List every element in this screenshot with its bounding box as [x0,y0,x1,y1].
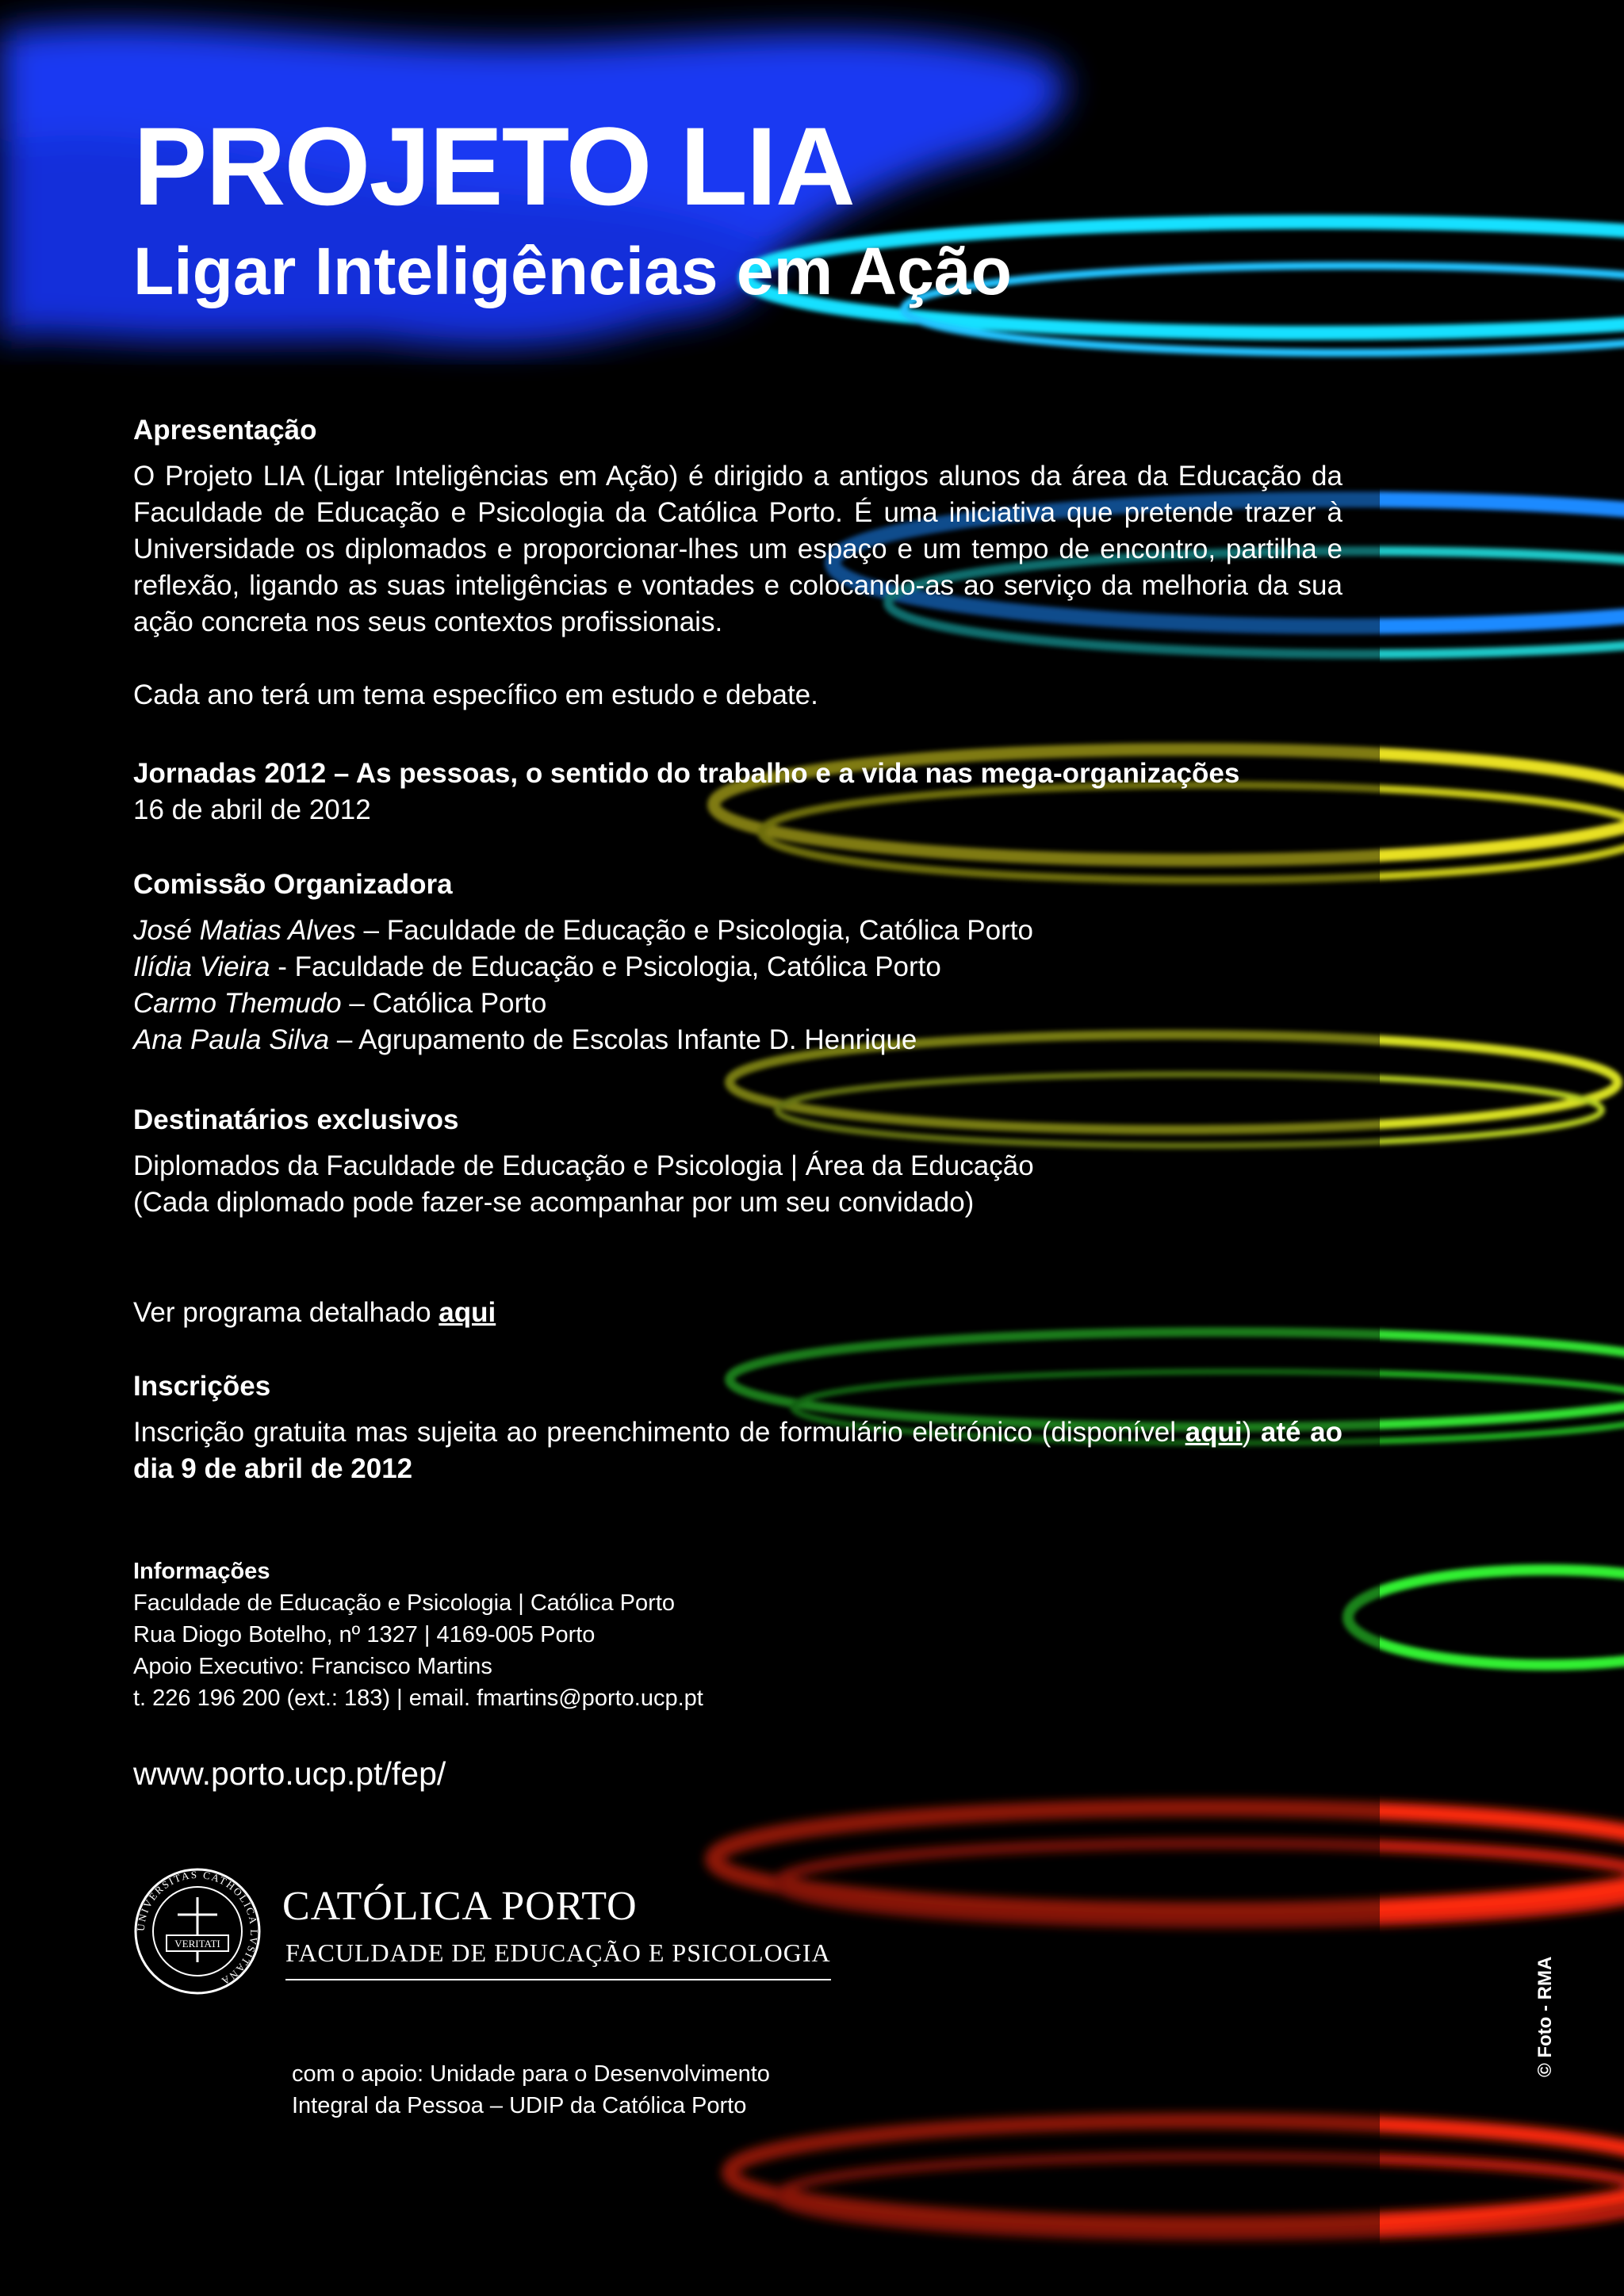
member-item: Carmo Themudo – Católica Porto [133,988,547,1019]
inscricoes-text: Inscrição gratuita mas sujeita ao preenchimento de formulário eletrónico (disponível aqui) até ao dia 9 de abril de 2012 [133,1417,1342,1484]
member-item: Ilídia Vieira - Faculdade de Educação e Psicologia, Católica Porto [133,951,941,982]
section-website [133,1754,1342,1793]
page-subtitle: Ligar Inteligências em Ação [133,234,1012,308]
apoio-line: com o apoio: Unidade para o Desenvolvimento [292,2061,770,2087]
photo-credit: © Foto - RMA [1534,1956,1556,2077]
destinatarios-line: Diplomados da Faculdade de Educação e Psicologia | Área da Educação [133,1150,1034,1181]
section-apresentacao [133,412,1342,714]
jornadas-date: 16 de abril de 2012 [133,794,371,825]
svg-text:UNIVERSITAS CATHOLICA LVSITANA: UNIVERSITAS CATHOLICA LVSITANA [134,1868,261,1988]
section-comissao [133,867,1342,1058]
page-title: PROJETO LIA [133,104,854,228]
destinatarios-heading: Destinatários exclusivos [133,1104,459,1135]
destinatarios-note: (Cada diplomado pode fazer-se acompanhar por um seu convidado) [133,1187,975,1218]
section-programa [133,1295,1342,1331]
comissao-heading: Comissão Organizadora [133,869,453,900]
informacoes-heading: Informações [133,1559,270,1584]
programa-line: Ver programa detalhado aqui [133,1297,496,1328]
info-line: Rua Diogo Botelho, nº 1327 | 4169-005 Porto [133,1622,596,1647]
info-line: Apoio Executivo: Francisco Martins [133,1654,492,1679]
jornadas-heading: Jornadas 2012 – As pessoas, o sentido do trabalho e a vida nas mega-organizações [133,758,1240,789]
logo-faculty: FACULDADE DE EDUCAÇÃO E PSICOLOGIA [285,1938,831,1980]
apoio-line: Integral da Pessoa – UDIP da Católica Porto [292,2093,747,2118]
university-seal-icon [133,1867,262,1996]
section-informacoes [133,1556,1342,1714]
member-item: Ana Paula Silva – Agrupamento de Escolas Infante D. Henrique [133,1024,917,1055]
member-list [133,913,1342,1058]
logo-name: CATÓLICA PORTO [282,1884,638,1929]
svg-text:VERITATI: VERITATI [174,1938,220,1950]
section-inscricoes [133,1368,1342,1487]
section-apoio [292,2058,770,2122]
info-contact: t. 226 196 200 (ext.: 183) | email. fmartins@porto.ucp.pt [133,1686,703,1711]
programa-link[interactable]: aqui [439,1297,496,1328]
member-item: José Matias Alves – Faculdade de Educação e Psicologia, Católica Porto [133,915,1033,946]
intro-paragraph: O Projeto LIA (Ligar Inteligências em Ação) é dirigido a antigos alunos da área da Educação da Faculdade de Educação e Psicologia da Católica Porto. É uma iniciativa que pretende trazer à Universidade os diplomados e proporcionar-lhes um espaço e um tempo de encontro, partilha e reflexão, ligando as suas inteligências e vontades e colocando-as ao serviço da melhoria da sua ação concreta nos seus contextos profissionais. [133,461,1342,637]
info-line: Faculdade de Educação e Psicologia | Católica Porto [133,1590,676,1616]
website-url[interactable]: www.porto.ucp.pt/fep/ [133,1755,446,1792]
inscricoes-link[interactable]: aqui [1185,1417,1243,1448]
section-heading: Apresentação [133,415,317,446]
inscricoes-heading: Inscrições [133,1371,271,1402]
section-destinatarios [133,1102,1342,1221]
intro-note: Cada ano terá um tema específico em estudo e debate. [133,679,818,710]
section-jornadas [133,756,1342,828]
